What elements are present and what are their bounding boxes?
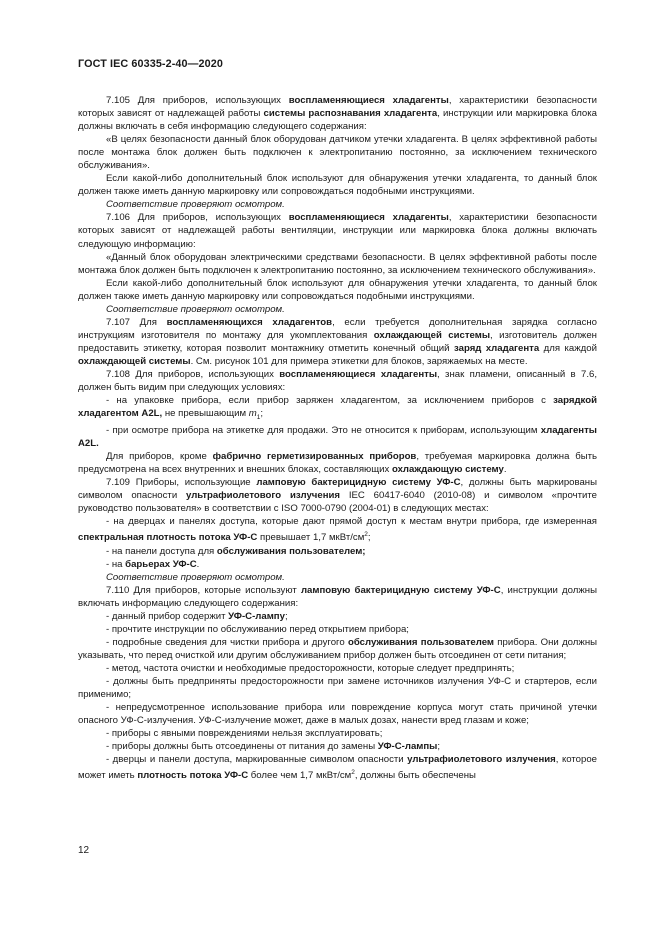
text-run: системы распознавания хладагента <box>263 108 438 120</box>
text-run: ультрафиолетового излучения <box>186 490 340 502</box>
text-run: Соответствие проверяют осмотром. <box>106 199 285 211</box>
text-run: «Данный блок оборудован электрическими средствами безопасности. В целях эффективной работы после монтажа блок должен быть подключен к электропитанию постоянно, за исключением технического обслуживания». <box>78 251 597 276</box>
paragraph <box>78 740 597 753</box>
text-run: Если какой-либо дополнительный блок используют для обнаружения утечки хладагента, то данный блок должен также иметь данную маркировку или сопровождаться подобными инструкциями. <box>78 173 597 198</box>
paragraph <box>78 584 597 610</box>
text-run: ; <box>367 532 371 544</box>
paragraph <box>78 662 597 675</box>
text-run: - непредусмотренное использование прибора или повреждение корпуса могут стать причиной утечки опасного УФ-С-излучения. УФ-С-излучение может, даже в малых дозах, нанести вред глазам и коже; <box>78 702 597 727</box>
paragraph <box>78 251 597 277</box>
text-run: , должны быть маркированы символом опасности <box>78 477 598 502</box>
text-run: . <box>503 464 507 476</box>
text-run: - подробные сведения для чистки прибора и другого <box>106 637 348 649</box>
text-run: Соответствие проверяют осмотром. <box>106 303 285 315</box>
text-run: обслуживания пользователем <box>347 637 495 649</box>
text-run: прибора. Они должны указывать, что перед очисткой или другим обслуживанием прибор должен быть отсоединен от сети питания; <box>78 637 598 662</box>
paragraph <box>78 558 597 571</box>
text-run: ; <box>284 610 288 622</box>
text-run: - на <box>106 558 126 570</box>
text-run: , характеристики безопасности которых зависят от надлежащей работы вентиляции, инструкции или маркировка блока должны включать следующую информацию: <box>78 212 597 250</box>
text-run: , инструкции или маркировка блока должны включать в себя информацию следующего содержания: <box>78 108 598 133</box>
text-run: - на упаковке прибора, если прибор заряжен хладагентом, за исключением приборов с <box>106 395 554 407</box>
text-run: - приборы с явными повреждениями нельзя эксплуатировать; <box>106 728 383 740</box>
text-run: «В целях безопасности данный блок оборудован датчиком утечки хладагента. В целях эффективной работы после монтажа блок должен быть подключен к электропитанию постоянно, за исключением технического обслуживания». <box>78 134 597 172</box>
text-run: , изготовитель должен предоставить этикетку, которая позволит монтажнику отметить конечный общий <box>78 329 597 354</box>
text-run: зарядкой хладагентом A2L, <box>78 395 597 420</box>
paragraph <box>78 211 597 250</box>
text-run: заряд хладагента <box>453 342 540 354</box>
text-run: воспламеняющиеся хладагенты <box>279 368 438 380</box>
text-run: . См. рисунок 101 для примера этикетки для блоков, заряжаемых на месте. <box>190 355 528 367</box>
text-run: барьерах УФ-С <box>125 558 197 570</box>
text-run: для каждой <box>539 342 597 354</box>
text-run: обслуживания пользователем; <box>216 545 366 557</box>
text-run: не превышающим <box>162 408 249 420</box>
page-header: ГОСТ IEC 60335-2-40—2020 <box>78 58 223 70</box>
text-run: m <box>248 408 257 420</box>
paragraph <box>78 545 597 558</box>
text-run: ; <box>260 408 264 420</box>
text-run: - на дверцах и панелях доступа, которые дают прямой доступ к местам внутри прибора, где измеренная <box>106 516 597 528</box>
paragraph <box>78 368 597 394</box>
paragraph <box>78 198 597 211</box>
paragraph <box>78 476 597 515</box>
paragraph <box>78 610 597 623</box>
text-run: охлаждающей системы <box>373 329 491 341</box>
text-run: , требуемая маркировка должна быть предусмотрена на всех внутренних и внешних блоках, составляющих <box>78 451 597 476</box>
paragraph <box>78 394 597 424</box>
text-run: УФ-С-лампы <box>377 741 438 753</box>
text-run: - дверцы и панели доступа, маркированные символом опасности <box>106 754 408 766</box>
text-run: воспламеняющихся хладагентов <box>166 316 333 328</box>
text-run: охлаждающую систему <box>391 464 504 476</box>
text-run: Соответствие проверяют осмотром. <box>106 571 285 583</box>
paragraph <box>78 172 597 198</box>
text-run: , инструкции должны включать информацию следующего содержания: <box>78 584 597 609</box>
paragraph <box>78 623 597 636</box>
text-run: Если какой-либо дополнительный блок используют для обнаружения утечки хладагента, то данный блок должен также иметь данную маркировку или сопровождаться подобными инструкциями. <box>78 277 597 302</box>
text-run: превышает 1,7 мкВт/см <box>257 532 365 544</box>
paragraph <box>78 277 597 303</box>
text-run: фабрично герметизированных приборов <box>212 451 417 463</box>
paragraph <box>78 727 597 740</box>
text-run: хладагенты A2L. <box>78 425 597 450</box>
text-run: охлаждающей системы <box>78 355 191 367</box>
text-run: - на панели доступа для <box>106 545 217 557</box>
paragraph <box>78 303 597 316</box>
text-run: 1 <box>256 414 261 422</box>
paragraph <box>78 450 597 476</box>
paragraph <box>78 675 597 701</box>
paragraph <box>78 94 597 133</box>
text-run: 2 <box>351 769 355 777</box>
text-run: - приборы должны быть отсоединены от питания до замены <box>106 741 378 753</box>
paragraph <box>78 424 597 450</box>
paragraph <box>78 515 597 544</box>
text-run: , если требуется дополнительная зарядка согласно инструкциям изготовителя по монтажу для укомплектования <box>78 316 597 341</box>
text-run: спектральная плотность потока УФ-С <box>78 532 258 544</box>
text-run: , знак пламени, описанный в 7.6, должен быть видим при следующих условиях: <box>78 368 598 394</box>
paragraph <box>78 701 597 727</box>
text-run: УФ-С-лампу <box>228 610 285 622</box>
text-run: ультрафиолетового излучения <box>407 754 556 766</box>
text-run: - данный прибор содержит <box>106 610 229 622</box>
paragraph <box>78 571 597 584</box>
text-run: более чем 1,7 мкВт/см <box>248 770 352 782</box>
text-run: 7.106 Для приборов, использующих <box>106 212 289 224</box>
text-run: воспламеняющиеся хладагенты <box>288 95 449 106</box>
text-run: - должны быть предприняты предосторожности при замене источников излучения УФ-С и стартеров, если применимо; <box>78 676 597 701</box>
text-run: 2 <box>364 531 368 539</box>
text-run: ламповую бактерицидную систему УФ-С <box>256 477 461 489</box>
text-run: Для приборов, кроме <box>106 451 213 463</box>
text-run: плотность потока УФ-С <box>137 770 249 782</box>
text-run: , которое может иметь <box>78 754 598 782</box>
text-run: 7.109 Приборы, использующие <box>106 477 257 489</box>
text-run: , должны быть обеспечены <box>354 770 476 782</box>
text-run: , характеристики безопасности которых зависят от надлежащей работы <box>78 95 597 120</box>
paragraph <box>78 636 597 662</box>
page-number: 12 <box>78 845 90 856</box>
text-run: 7.110 Для приборов, которые используют <box>106 584 301 596</box>
text-run: ламповую бактерицидную систему УФ-С <box>300 584 501 596</box>
text-run: IEC 60417-6040 (2010-08) и символом «прочтите руководство пользователя» в соответствии с ISO 7000-0790 (2004-01) в следующих местах: <box>78 490 597 515</box>
paragraph <box>78 753 597 782</box>
text-run: 7.107 Для <box>106 316 167 328</box>
document-body <box>78 94 597 783</box>
paragraph <box>78 316 597 368</box>
text-run: - метод, частота очистки и необходимые предосторожности, которые следует предпринять; <box>106 663 515 675</box>
text-run: 7.108 Для приборов, использующих <box>106 368 280 380</box>
text-run: ; <box>437 741 441 753</box>
text-run: . <box>196 558 200 570</box>
text-run: - при осмотре прибора на этикетке для продажи. Это не относится к приборам, использующим <box>106 425 541 437</box>
text-run: 7.105 Для приборов, использующих <box>106 95 289 106</box>
text-run: - прочтите инструкции по обслуживанию перед открытием прибора; <box>106 623 409 635</box>
paragraph <box>78 133 597 172</box>
text-run: воспламеняющиеся хладагенты <box>288 212 449 224</box>
